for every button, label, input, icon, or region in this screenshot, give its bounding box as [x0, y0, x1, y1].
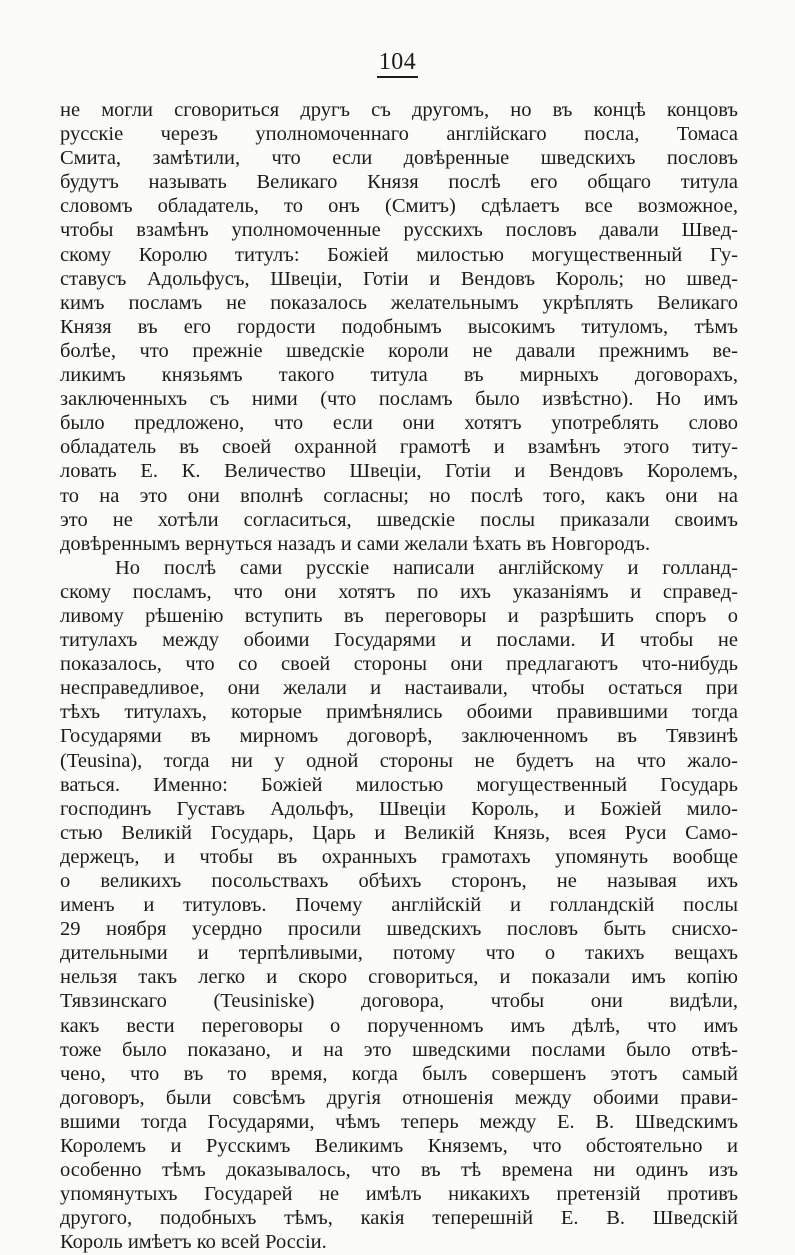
- text-line: будутъ называть Великаго Князя послѣ его общаго титула: [60, 171, 738, 194]
- text-line: дительными и терпѣливыми, потому что о такихъ вещахъ: [60, 942, 738, 965]
- text-line: 29 ноября усердно просили шведскихъ пословъ быть снисхо-: [60, 918, 738, 941]
- text-line: скому Королю титулъ: Божіей милостью могущественный Гу-: [60, 243, 738, 266]
- body-text: [60, 98, 738, 1255]
- text-line: скому посламъ, что они хотятъ по ихъ указаніямъ и справед-: [60, 580, 738, 603]
- text-line: Смита, замѣтили, что если довѣренные шведскихъ пословъ: [60, 147, 738, 170]
- text-line: Государями въ мирномъ договорѣ, заключенномъ въ Тявзинѣ: [60, 725, 738, 748]
- text-line: особенно тѣмъ доказывалось, что въ тѣ времена ни одинъ изъ: [60, 1159, 738, 1182]
- text-line: ливому рѣшенію вступить въ переговоры и разрѣшить споръ о: [60, 604, 738, 627]
- text-line: не могли сговориться другъ съ другомъ, но въ концѣ концовъ: [60, 99, 738, 121]
- text-line: обладатель въ своей охранной грамотѣ и взамѣнъ этого титу-: [60, 436, 738, 459]
- text-line: держецъ, и чтобы въ охранныхъ грамотахъ упомянуть вообще: [60, 845, 738, 868]
- text-line: Но послѣ сами русскіе написали англійскому и голланд-: [115, 556, 738, 579]
- text-line: договоръ, были совсѣмъ другія отношенія между обоими прави-: [60, 1086, 738, 1109]
- text-line: показалось, что со своей стороны они предлагаютъ что-нибудь: [60, 653, 738, 676]
- page-number: [0, 48, 795, 78]
- text-line: словомъ обладатель, то онъ (Смитъ) сдѣлаетъ все возможное,: [60, 195, 738, 218]
- text-line: это не хотѣли согласиться, шведскіе послы приказали своимъ: [60, 508, 738, 531]
- text-line: Тявзинскаго (Teusiniske) договора, чтобы они видѣли,: [60, 990, 738, 1013]
- text-line: тѣхъ титулахъ, которые примѣнялись обоими правившими тогда: [60, 701, 738, 724]
- text-line: довѣреннымъ вернуться назадъ и сами желали ѣхать въ Новгородъ.: [60, 532, 651, 555]
- text-line: было предложено, что если они хотятъ употреблять слово: [60, 412, 738, 435]
- text-line: титулахъ между обоими Государями и послами. И чтобы не: [60, 629, 738, 652]
- text-line: ловать Е. К. Величество Швеціи, Готіи и Вендовъ Королемъ,: [60, 460, 738, 483]
- text-line: Королемъ и Русскимъ Великимъ Княземъ, что обстоятельно и: [60, 1135, 738, 1158]
- text-line: стью Великій Государь, Царь и Великій Князь, всея Руси Само-: [60, 821, 738, 844]
- text-line: другого, подобныхъ тѣмъ, какія теперешній Е. В. Шведскій: [60, 1207, 738, 1230]
- text-line: какъ вести переговоры о порученномъ имъ дѣлѣ, что имъ: [60, 1014, 738, 1037]
- text-line: нельзя такъ легко и скоро сговориться, и показали имъ копію: [60, 966, 738, 989]
- text-line: (Teusina), тогда ни у одной стороны не будетъ на что жало-: [60, 749, 738, 772]
- paragraph: [60, 98, 738, 556]
- text-line: упомянутыхъ Государей не имѣлъ никакихъ претензій противъ: [60, 1183, 738, 1206]
- text-line: господинъ Густавъ Адольфъ, Швеціи Король, и Божіей мило-: [60, 797, 738, 820]
- text-line: ликимъ князьямъ такого титула въ мирныхъ договорахъ,: [60, 364, 738, 387]
- text-line: тоже было показано, и на это шведскими послами было отвѣ-: [60, 1038, 738, 1061]
- text-line: то на это они вполнѣ согласны; но послѣ того, какъ они на: [60, 484, 738, 507]
- text-line: кимъ посламъ не показалось желательнымъ укрѣплять Великаго: [60, 291, 738, 314]
- text-line: чено, что въ то время, когда былъ совершенъ этотъ самый: [60, 1062, 738, 1085]
- text-line: русскіе черезъ уполномоченнаго англійскаго посла, Томаса: [60, 123, 738, 146]
- text-line: ставусъ Адольфусъ, Швеціи, Готіи и Вендовъ Король; но швед-: [60, 267, 738, 290]
- text-line: заключенныхъ съ ними (что посламъ было извѣстно). Но имъ: [60, 388, 738, 411]
- text-line: болѣе, что прежніе шведскіе короли не давали прежнимъ ве-: [60, 339, 738, 362]
- text-line: о великихъ посольствахъ обѣихъ сторонъ, не называя ихъ: [60, 870, 738, 892]
- text-line: именъ и титуловъ. Почему англійскій и голландскій послы: [60, 894, 738, 917]
- text-line: ваться. Именно: Божіей милостью могущественный Государь: [60, 773, 738, 796]
- text-line: чтобы взамѣнъ уполномоченные русскихъ пословъ давали Швед-: [60, 219, 738, 242]
- text-line: несправедливое, они желали и настаивали, чтобы остаться при: [60, 677, 738, 700]
- text-line: Князя въ его гордости подобнымъ высокимъ титуломъ, тѣмъ: [60, 315, 738, 338]
- page-number-text: 104: [377, 48, 419, 78]
- text-line: Король имѣетъ ко всей Россіи.: [60, 1231, 327, 1254]
- paragraph: [60, 556, 738, 1255]
- text-line: вшими тогда Государями, чѣмъ теперь между Е. В. Шведскимъ: [60, 1110, 738, 1133]
